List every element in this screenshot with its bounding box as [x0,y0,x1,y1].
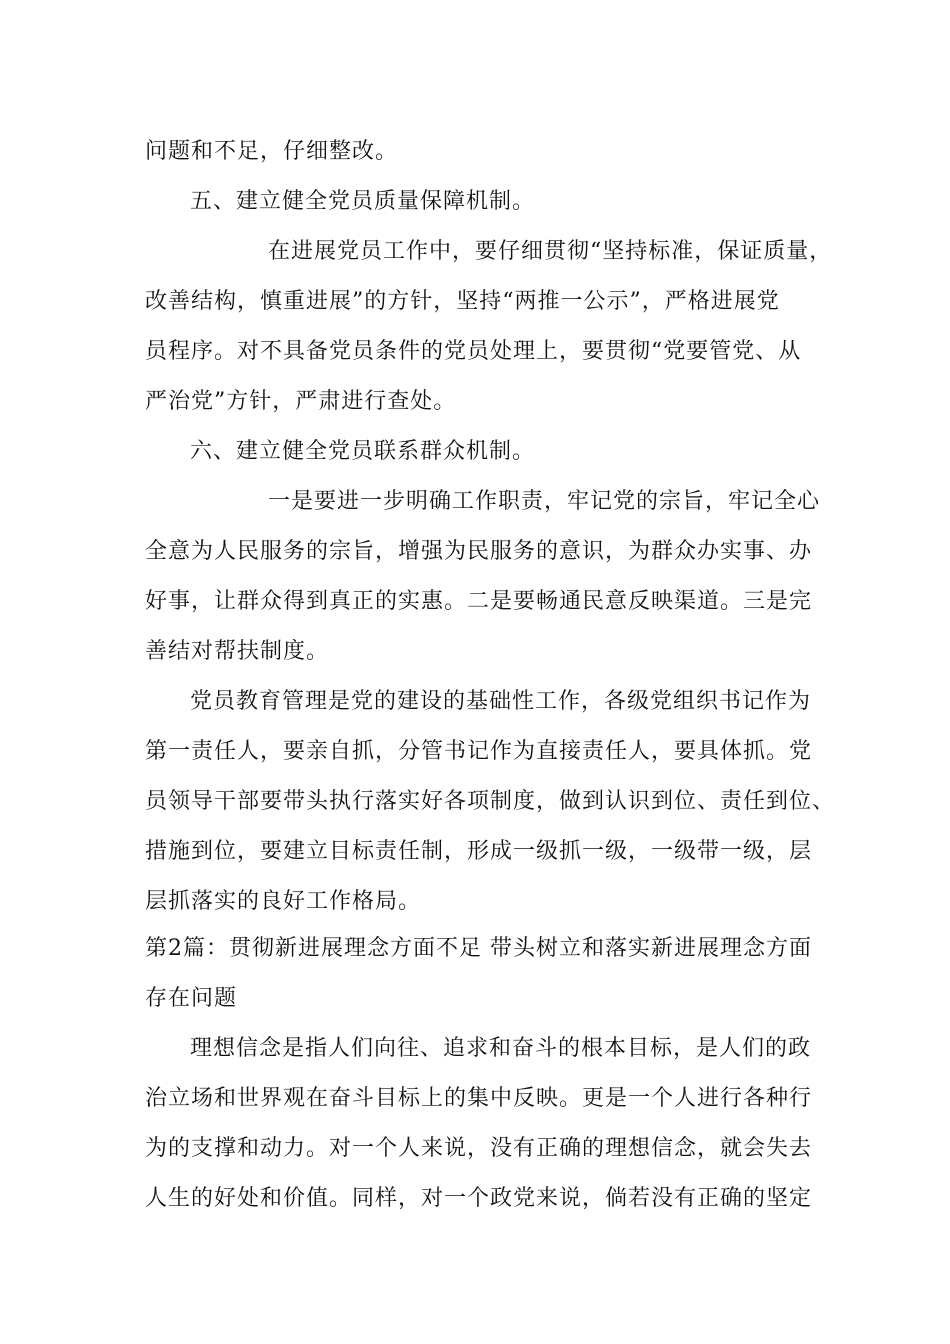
text-line: 好事，让群众得到真正的实惠。二是要畅通民意反映渠道。三是完 [145,589,813,614]
text-line: 员程序。对不具备党员条件的党员处理上，要贯彻“党要管党、从 [145,339,802,364]
text-line: 严治党”方针，严肃进行查处。 [145,389,457,414]
text-line: 员领导干部要带头执行落实好各项制度，做到认识到位、责任到位、 [145,789,836,814]
text-line: 为的支撑和动力。对一个人来说，没有正确的理想信念，就会失去 [145,1136,813,1161]
text-line: 善结对帮扶制度。 [145,639,330,664]
text-line: 层抓落实的良好工作格局。 [145,889,422,914]
text-line: 治立场和世界观在奋斗目标上的集中反映。更是一个人进行各种行 [145,1086,813,1111]
section-heading: 六、建立健全党员联系群众机制。 [190,439,536,464]
text-line: 党员教育管理是党的建设的基础性工作，各级党组织书记作为 [190,689,812,714]
section-heading: 五、建立健全党员质量保障机制。 [190,189,536,214]
text-line: 在进展党员工作中，要仔细贯彻“坚持标准，保证质量， [268,239,833,264]
text-line: 一是要进一步明确工作职责，牢记党的宗旨，牢记全心 [268,489,821,514]
text-line: 理想信念是指人们向往、追求和奋斗的根本目标，是人们的政 [190,1036,812,1061]
text-line: 第一责任人，要亲自抓，分管书记作为直接责任人，要具体抓。党 [145,739,813,764]
article-title: 存在问题 [145,986,238,1011]
text-line: 全意为人民服务的宗旨，增强为民服务的意识，为群众办实事、办 [145,539,813,564]
text-line: 人生的好处和价值。同样，对一个政党来说，倘若没有正确的坚定 [145,1186,813,1211]
article-title: 第2篇：贯彻新进展理念方面不足 带头树立和落实新进展理念方面 [145,936,812,961]
text-line: 改善结构，慎重进展”的方针，坚持“两推一公示”，严格进展党 [145,289,780,314]
text-line: 问题和不足，仔细整改。 [145,139,399,164]
text-line: 措施到位，要建立目标责任制，形成一级抓一级，一级带一级，层 [145,839,813,864]
